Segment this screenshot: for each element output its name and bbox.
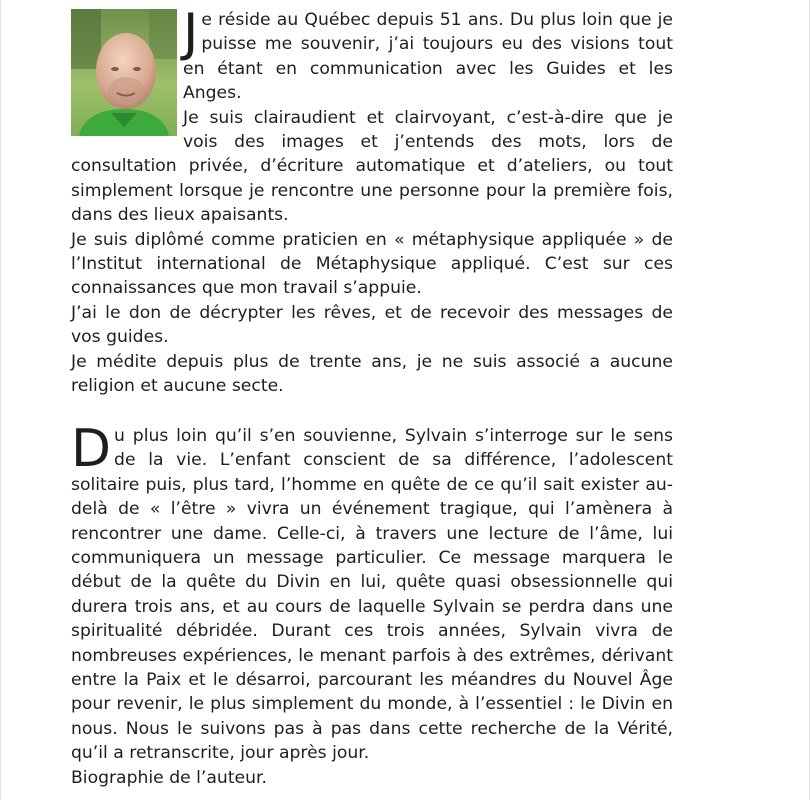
biography-section bbox=[71, 419, 673, 790]
author-photo bbox=[71, 9, 177, 136]
dropcap-letter: J bbox=[183, 3, 199, 63]
biography-caption: Biographie de l’auteur. bbox=[71, 767, 267, 788]
dreams-paragraph: J’ai le don de décrypter les rêves, et de recevoir des messages de vos guides. bbox=[71, 302, 673, 348]
meditation-paragraph: Je médite depuis plus de trente ans, je ne suis associé a aucune religion et aucune secte. bbox=[71, 351, 673, 397]
author-portrait-image bbox=[71, 9, 177, 136]
diploma-paragraph: Je suis diplômé comme praticien en « métaphysique appliquée » de l’Institut international de Métaphysique appliqué. C’est sur ces connaissances que mon travail s’appuie. bbox=[71, 229, 673, 299]
abilities-paragraph: Je suis clairaudient et clairvoyant, c’est-à-dire que je vois des images et j’entends des mots, lors de consultation privée, d’écriture automatique et d’ateliers, ou tout simplement lorsque je rencontre une personne pour la première fois, dans des lieux apaisants. bbox=[71, 107, 673, 226]
intro-paragraph: e réside au Québec depuis 51 ans. Du plus loin que je puisse me souvenir, j’ai toujours eu des visions tout en étant en communication avec les Guides et les Anges. bbox=[183, 10, 673, 104]
author-intro-section bbox=[71, 3, 673, 399]
biography-paragraph: u plus loin qu’il s’en souvienne, Sylvain s’interroge sur le sens de la vie. L’enfant conscient de sa différence, l’adolescent solitaire puis, plus tard, l’homme en quête de ce qu’il sait exister au-delà de « l’être » vivra un événement tragique, qui l’amènera à rencontrer une dame. Celle-ci, à travers une lecture de l’âme, lui communiquera un message particulier. Ce message marquera le début de la quête du Divin en lui, quête quasi obsessionnelle qui durera trois ans, et au cours de laquelle Sylvain se perdra dans une spiritualité débridée. Durant ces trois années, Sylvain vivra de nombreuses expériences, le menant parfois à des extrêmes, dérivant entre la Paix et le désarroi, parcourant les méandres du Nouvel Âge pour revenir, le plus simplement du monde, à l’essentiel : le Divin en nous. Nous le suivons pas à pas dans cette recherche de la Vérité, qu’il a retranscrite, jour après jour. bbox=[71, 426, 673, 764]
dropcap-letter: D bbox=[71, 419, 112, 479]
